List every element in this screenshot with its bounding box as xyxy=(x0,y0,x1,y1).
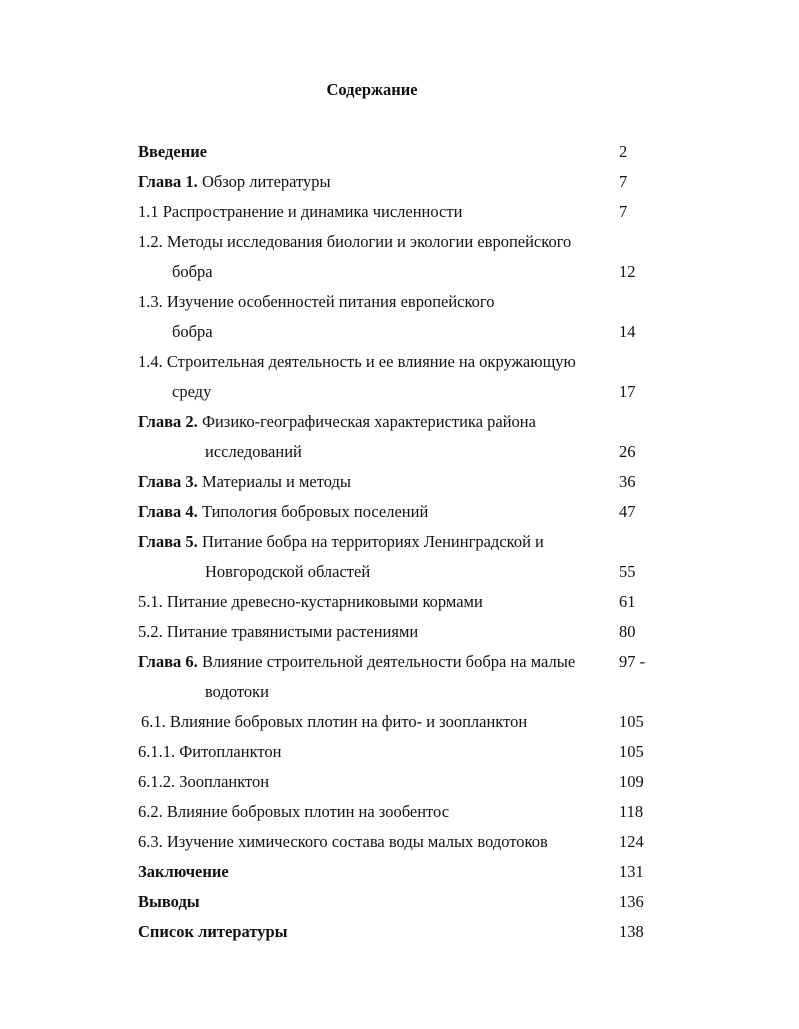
toc-entry xyxy=(0,287,799,317)
toc-entry xyxy=(0,647,799,677)
entry-title-text: 5.1. Питание древесно-кустарниковыми кормами xyxy=(138,592,483,611)
entry-title xyxy=(138,617,418,647)
entry-title xyxy=(138,887,200,917)
entry-title-text: 6.1.1. Фитопланктон xyxy=(138,742,282,761)
entry-page-number: 12 xyxy=(619,262,636,281)
entry-page-number: 105 xyxy=(619,712,644,731)
entry-chapter-label: Глава 2. xyxy=(138,412,198,431)
toc-entry xyxy=(0,797,799,827)
entry-chapter-label: Глава 5. xyxy=(138,532,198,551)
entry-page-number: 124 xyxy=(619,832,644,851)
entry-chapter-label: Выводы xyxy=(138,892,200,911)
entry-page-number: 47 xyxy=(619,502,636,521)
entry-title-text: Типология бобровых поселений xyxy=(197,502,429,521)
entry-title xyxy=(138,467,351,497)
entry-page-number: 2 xyxy=(619,142,628,161)
toc-entry xyxy=(0,227,799,257)
entry-title xyxy=(138,227,571,257)
entry-title xyxy=(138,857,229,887)
toc-entry xyxy=(0,617,799,647)
toc-entry-continuation xyxy=(0,677,799,707)
entry-page-number: 61 xyxy=(619,592,636,611)
entry-title-text: 1.4. Строительная деятельность и ее влияние на окружающую xyxy=(138,352,576,371)
page-title: Содержание xyxy=(326,80,418,99)
entry-page-number: 7 xyxy=(619,172,628,191)
entry-page-number: 131 xyxy=(619,862,644,881)
entry-title xyxy=(138,917,288,947)
entry-title-text: Влияние строительной деятельности бобра на малые xyxy=(197,652,576,671)
entry-page-number: 109 xyxy=(619,772,644,791)
toc-entry xyxy=(0,407,799,437)
entry-title-continuation: бобра xyxy=(172,262,213,281)
entry-title-text: 5.2. Питание травянистыми растениями xyxy=(138,622,419,641)
toc-entry xyxy=(0,137,799,167)
entry-title-text: Материалы и методы xyxy=(197,472,352,491)
entry-page-number: 80 xyxy=(619,622,636,641)
entry-title xyxy=(138,347,576,377)
entry-title-continuation: исследований xyxy=(205,442,302,461)
entry-title xyxy=(138,527,544,557)
entry-title xyxy=(138,197,462,227)
entry-chapter-label: Введение xyxy=(138,142,208,161)
entry-page-number: 36 xyxy=(619,472,636,491)
entry-title xyxy=(138,407,536,437)
toc-entry xyxy=(0,497,799,527)
toc-entry xyxy=(0,887,799,917)
toc-entry xyxy=(0,197,799,227)
entry-page-number: 97 - xyxy=(619,652,646,671)
toc-entry xyxy=(0,167,799,197)
toc-entry xyxy=(0,707,799,737)
entry-title xyxy=(138,827,548,857)
entry-title-continuation: водотоки xyxy=(205,682,269,701)
entry-page-number: 7 xyxy=(619,202,628,221)
entry-title-text: Обзор литературы xyxy=(197,172,331,191)
toc-entry xyxy=(0,347,799,377)
toc-entry-continuation xyxy=(0,557,799,587)
entry-chapter-label: Список литературы xyxy=(138,922,288,941)
entry-title xyxy=(138,587,483,617)
entry-title-text: 6.3. Изучение химического состава воды малых водотоков xyxy=(138,832,548,851)
entry-chapter-label: Глава 6. xyxy=(138,652,198,671)
entry-page-number: 118 xyxy=(619,802,644,821)
entry-chapter-label: Глава 4. xyxy=(138,502,198,521)
toc-entry-continuation xyxy=(0,377,799,407)
entry-page-number: 26 xyxy=(619,442,636,461)
entry-chapter-label: Заключение xyxy=(138,862,229,881)
entry-title xyxy=(138,167,331,197)
entry-title-text: 1.2. Методы исследования биологии и экологии европейского xyxy=(138,232,572,251)
toc-entry-continuation xyxy=(0,437,799,467)
toc-entry xyxy=(0,827,799,857)
toc-entry xyxy=(0,467,799,497)
entry-page-number: 14 xyxy=(619,322,636,341)
entry-page-number: 136 xyxy=(619,892,644,911)
entry-page-number: 105 xyxy=(619,742,644,761)
entry-title xyxy=(141,707,527,737)
entry-title xyxy=(138,797,449,827)
toc-entry xyxy=(0,527,799,557)
toc-entry-continuation xyxy=(0,317,799,347)
toc-entry xyxy=(0,917,799,947)
table-of-contents xyxy=(0,137,799,947)
entry-title-text: 1.1 Распространение и динамика численности xyxy=(138,202,463,221)
toc-entry xyxy=(0,737,799,767)
entry-title-text: 6.1.2. Зоопланктон xyxy=(138,772,270,791)
entry-title-text: 6.2. Влияние бобровых плотин на зообентос xyxy=(138,802,450,821)
entry-title xyxy=(138,647,575,677)
entry-title xyxy=(138,767,269,797)
entry-title-continuation: бобра xyxy=(172,322,213,341)
entry-chapter-label: Глава 1. xyxy=(138,172,198,191)
entry-title-continuation: Новгородской областей xyxy=(205,562,371,581)
toc-entry xyxy=(0,767,799,797)
entry-title-text: 1.3. Изучение особенностей питания европейского xyxy=(138,292,495,311)
entry-title-text: 6.1. Влияние бобровых плотин на фито- и зоопланктон xyxy=(141,712,528,731)
entry-title-text: Физико-географическая характеристика района xyxy=(197,412,536,431)
entry-title xyxy=(138,497,428,527)
entry-title-text: Питание бобра на территориях Ленинградской и xyxy=(197,532,544,551)
toc-entry-continuation xyxy=(0,257,799,287)
entry-page-number: 55 xyxy=(619,562,636,581)
entry-title xyxy=(138,137,207,167)
toc-entry xyxy=(0,857,799,887)
entry-page-number: 17 xyxy=(619,382,636,401)
toc-entry xyxy=(0,587,799,617)
entry-title-continuation: среду xyxy=(172,382,212,401)
entry-title xyxy=(138,737,281,767)
entry-title xyxy=(138,287,495,317)
entry-page-number: 138 xyxy=(619,922,644,941)
entry-chapter-label: Глава 3. xyxy=(138,472,198,491)
